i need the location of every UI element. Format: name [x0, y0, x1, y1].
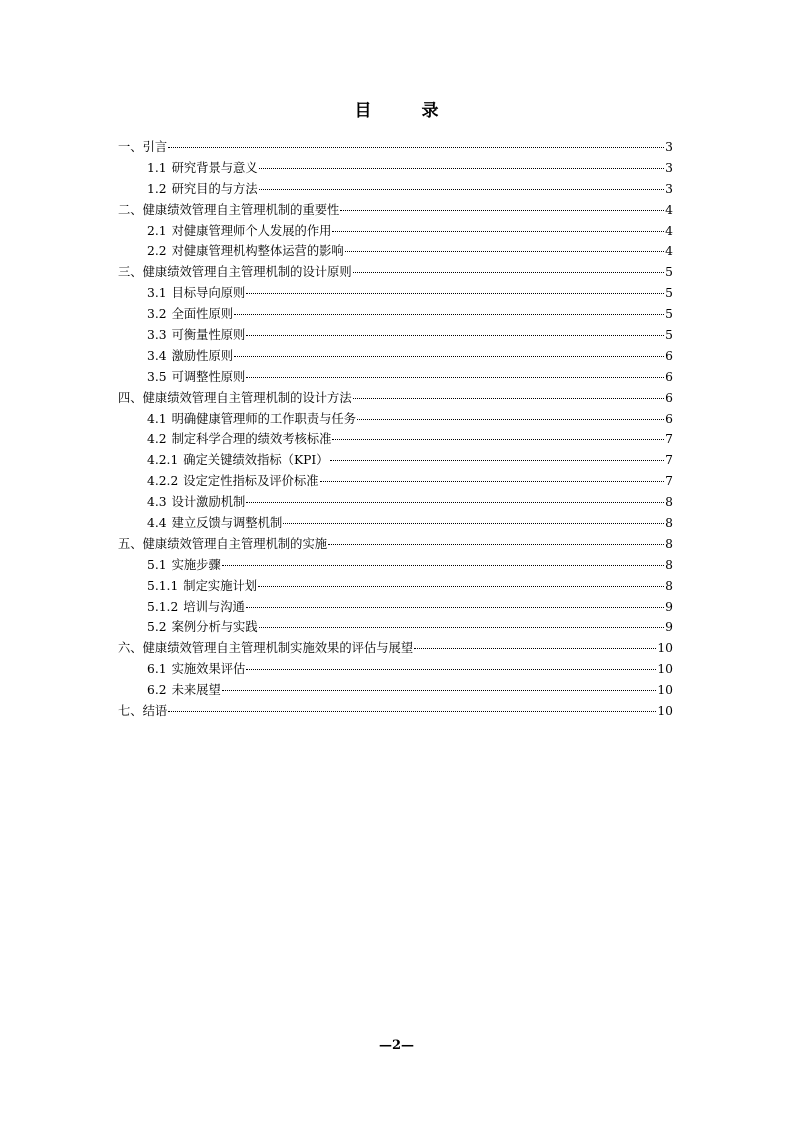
toc-page-number: 4: [665, 244, 673, 259]
toc-section-title: 设计激励机制: [171, 495, 246, 510]
toc-page-number: 7: [665, 432, 673, 447]
toc-section-title: 研究目的与方法: [171, 181, 258, 196]
toc-dot-leader: [357, 419, 664, 420]
toc-section-number: 5.2: [147, 620, 167, 635]
toc-section-title: 三、健康绩效管理自主管理机制的设计原则: [118, 265, 352, 280]
toc-page-number: 3: [665, 160, 673, 175]
toc-entry[interactable]: [118, 283, 673, 304]
toc-section-title: 对健康管理师个人发展的作用: [171, 223, 332, 238]
toc-section-number: 3.1: [147, 286, 167, 301]
toc-dot-leader: [222, 690, 657, 691]
toc-section-title: 确定关键绩效指标（KPI）: [183, 453, 329, 468]
toc-entry-label: [118, 200, 339, 221]
toc-page-number: 10: [657, 704, 673, 719]
toc-section-number: 3.5: [147, 369, 167, 384]
toc-entry[interactable]: [118, 304, 673, 325]
toc-page-number: 4: [665, 223, 673, 238]
toc-section-number: 1.1: [147, 160, 167, 175]
toc-entry[interactable]: [118, 158, 673, 179]
toc-entry[interactable]: [118, 450, 673, 471]
toc-page-number: 6: [665, 411, 673, 426]
toc-entry-label: [147, 597, 245, 618]
toc-section-number: 6.1: [147, 662, 167, 677]
toc-section-number: 4.3: [147, 495, 167, 510]
toc-section-title: 对健康管理机构整体运营的影响: [171, 244, 344, 259]
toc-page-number: 5: [665, 286, 673, 301]
toc-section-title: 研究背景与意义: [171, 160, 258, 175]
table-of-contents: [118, 137, 673, 722]
toc-entry[interactable]: [118, 638, 673, 659]
toc-entry-label: [147, 429, 331, 450]
toc-entry-label: [147, 241, 344, 262]
toc-section-title: 可衡量性原则: [171, 328, 246, 343]
toc-entry-label: [118, 701, 167, 722]
toc-entry[interactable]: [118, 555, 673, 576]
toc-entry-label: [147, 221, 331, 242]
toc-section-number: 6.2: [147, 683, 167, 698]
toc-entry[interactable]: [118, 534, 673, 555]
toc-section-title: 可调整性原则: [171, 369, 246, 384]
toc-entry[interactable]: [118, 429, 673, 450]
page-number-footer: —2—: [378, 1038, 415, 1053]
toc-dot-leader: [332, 231, 664, 232]
toc-section-number: 5.1.1: [147, 578, 179, 593]
toc-entry[interactable]: [118, 241, 673, 262]
toc-dot-leader: [168, 711, 656, 712]
toc-entry-label: [118, 388, 352, 409]
toc-section-title: 制定科学合理的绩效考核标准: [171, 432, 332, 447]
toc-section-title: 实施效果评估: [171, 662, 246, 677]
toc-section-title: 二、健康绩效管理自主管理机制的重要性: [118, 202, 340, 217]
toc-dot-leader: [246, 607, 664, 608]
toc-dot-leader: [259, 189, 665, 190]
toc-section-number: 4.2.1: [147, 453, 179, 468]
toc-section-title: 未来展望: [171, 683, 221, 698]
toc-section-title: 明确健康管理师的工作职责与任务: [171, 411, 357, 426]
toc-section-title: 案例分析与实践: [171, 620, 258, 635]
toc-entry[interactable]: [118, 179, 673, 200]
toc-section-title: 四、健康绩效管理自主管理机制的设计方法: [118, 390, 352, 405]
toc-section-title: 培训与沟通: [183, 599, 245, 614]
toc-section-title: 激励性原则: [171, 348, 234, 363]
toc-entry-label: [147, 325, 245, 346]
toc-page-number: 8: [665, 495, 673, 510]
toc-page-number: 6: [665, 348, 673, 363]
toc-entry[interactable]: [118, 680, 673, 701]
toc-entry-label: [147, 471, 319, 492]
toc-dot-leader: [353, 272, 665, 273]
toc-entry-label: [147, 179, 258, 200]
toc-entry-label: [147, 576, 257, 597]
toc-entry[interactable]: [118, 137, 673, 158]
toc-page-number: 7: [665, 474, 673, 489]
toc-section-title: 建立反馈与调整机制: [171, 516, 283, 531]
toc-entry[interactable]: [118, 617, 673, 638]
toc-section-title: 五、健康绩效管理自主管理机制的实施: [118, 536, 328, 551]
toc-dot-leader: [328, 544, 664, 545]
toc-entry[interactable]: [118, 576, 673, 597]
toc-dot-leader: [234, 314, 664, 315]
toc-section-number: 4.4: [147, 516, 167, 531]
toc-dot-leader: [246, 669, 656, 670]
toc-section-title: 七、结语: [118, 704, 168, 719]
toc-entry[interactable]: [118, 471, 673, 492]
toc-section-number: 3.3: [147, 328, 167, 343]
toc-dot-leader: [330, 460, 665, 461]
toc-entry[interactable]: [118, 346, 673, 367]
toc-page-number: 6: [665, 390, 673, 405]
toc-dot-leader: [259, 627, 665, 628]
toc-section-title: 六、健康绩效管理自主管理机制实施效果的评估与展望: [118, 641, 414, 656]
toc-entry[interactable]: [118, 492, 673, 513]
toc-page-number: 6: [665, 369, 673, 384]
toc-section-number: 4.2: [147, 432, 167, 447]
toc-dot-leader: [246, 293, 664, 294]
toc-dot-leader: [320, 481, 665, 482]
toc-page-number: 10: [657, 641, 673, 656]
toc-section-title: 设定定性指标及评价标准: [183, 474, 319, 489]
toc-dot-leader: [234, 356, 664, 357]
toc-section-title: 实施步骤: [171, 557, 221, 572]
toc-entry[interactable]: [118, 513, 673, 534]
toc-page-number: 4: [665, 202, 673, 217]
toc-page-number: 5: [665, 328, 673, 343]
toc-page-number: 9: [665, 599, 673, 614]
toc-section-number: 4.1: [147, 411, 167, 426]
toc-entry-label: [147, 367, 245, 388]
toc-page-number: 10: [657, 683, 673, 698]
toc-dot-leader: [283, 523, 664, 524]
toc-section-number: 2.2: [147, 244, 167, 259]
toc-dot-leader: [345, 251, 664, 252]
toc-dot-leader: [258, 586, 664, 587]
toc-entry[interactable]: [118, 262, 673, 283]
toc-entry-label: [147, 659, 245, 680]
toc-dot-leader: [222, 565, 664, 566]
toc-entry[interactable]: [118, 200, 673, 221]
toc-page-number: 8: [665, 578, 673, 593]
toc-entry-label: [147, 492, 245, 513]
toc-entry[interactable]: [118, 325, 673, 346]
toc-page-number: 5: [665, 265, 673, 280]
toc-section-number: 5.1: [147, 557, 167, 572]
toc-entry-label: [147, 450, 329, 471]
toc-dot-leader: [246, 502, 664, 503]
toc-dot-leader: [353, 398, 665, 399]
toc-entry-label: [147, 283, 245, 304]
toc-entry-label: [147, 409, 356, 430]
toc-entry-label: [147, 555, 221, 576]
toc-entry[interactable]: [118, 409, 673, 430]
toc-section-number: 3.2: [147, 307, 167, 322]
toc-page-number: 7: [665, 453, 673, 468]
toc-dot-leader: [340, 210, 664, 211]
toc-page-number: 8: [665, 557, 673, 572]
toc-section-title: 制定实施计划: [183, 578, 258, 593]
toc-page-number: 8: [665, 516, 673, 531]
toc-section-number: 1.2: [147, 181, 167, 196]
toc-page-number: 9: [665, 620, 673, 635]
toc-section-title: 一、引言: [118, 140, 168, 154]
toc-entry[interactable]: [118, 597, 673, 618]
toc-section-number: 2.1: [147, 223, 167, 238]
toc-section-number: 4.2.2: [147, 474, 179, 489]
toc-entry-label: [118, 638, 413, 659]
toc-dot-leader: [246, 377, 664, 378]
toc-page-number: 5: [665, 307, 673, 322]
toc-entry-label: [118, 262, 352, 283]
toc-entry-label: [147, 680, 221, 701]
toc-section-number: 5.1.2: [147, 599, 179, 614]
toc-page-number: 10: [657, 662, 673, 677]
toc-section-number: 3.4: [147, 348, 167, 363]
toc-entry-label: [147, 158, 258, 179]
toc-entry[interactable]: [118, 701, 673, 722]
toc-dot-leader: [414, 648, 656, 649]
toc-entry-label: [147, 304, 233, 325]
toc-dot-leader: [332, 439, 664, 440]
toc-page-number: 8: [665, 536, 673, 551]
toc-entry[interactable]: [118, 221, 673, 242]
toc-entry[interactable]: [118, 388, 673, 409]
toc-entry[interactable]: [118, 367, 673, 388]
toc-page-number: 3: [665, 140, 673, 154]
toc-dot-leader: [246, 335, 664, 336]
toc-dot-leader: [259, 168, 665, 169]
toc-entry-label: [118, 137, 167, 158]
toc-entry-label: [147, 346, 233, 367]
toc-entry-label: [147, 513, 282, 534]
toc-dot-leader: [168, 147, 664, 148]
toc-entry-label: [118, 534, 327, 555]
toc-page-number: 3: [665, 181, 673, 196]
toc-entry-label: [147, 617, 258, 638]
toc-title: 目 录: [354, 101, 461, 121]
toc-section-title: 全面性原则: [171, 307, 234, 322]
toc-section-title: 目标导向原则: [171, 286, 246, 301]
toc-entry[interactable]: [118, 659, 673, 680]
